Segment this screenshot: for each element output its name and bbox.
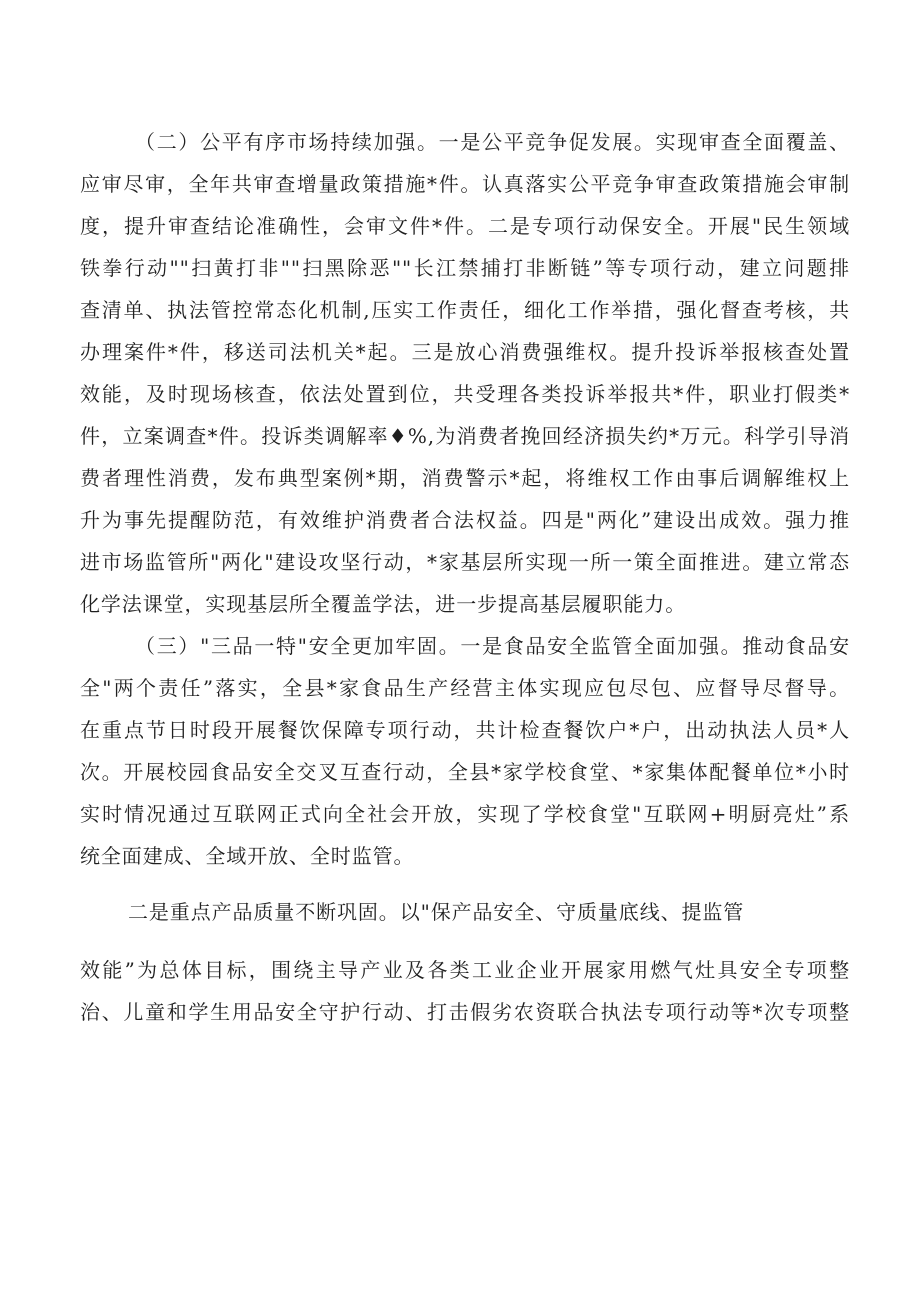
text-line: 效能，及时现场核查，依法处置到位，共受理各类投诉举报共*件，职业打假类* bbox=[80, 382, 850, 406]
text-line: （二）公平有序市场持续加强。一是公平竞争促发展。实现审查全面覆盖、 bbox=[135, 130, 850, 154]
text-line: 应审尽审，全年共审查增量政策措施*件。认真落实公平竞争审查政策措施会审制 bbox=[80, 172, 850, 196]
text-line: 进市场监管所"两化"建设攻坚行动，*家基层所实现一所一策全面推进。建立常态 bbox=[80, 550, 850, 574]
text-line: 统全面建成、全域开放、全时监管。 bbox=[80, 844, 415, 868]
text-line: 查清单、执法管控常态化机制,压实工作责任，细化工作举措，强化督查考核，共 bbox=[80, 298, 850, 322]
text-line: 实时情况通过互联网正式向全社会开放，实现了学校食堂"互联网+明厨亮灶”系 bbox=[80, 802, 850, 826]
text-line: 化学法课堂，实现基层所全覆盖学法，进一步提高基层履职能力。 bbox=[80, 592, 687, 616]
text-line: 治、儿童和学生用品安全守护行动、打击假劣农资联合执法专项行动等*次专项整 bbox=[80, 1000, 850, 1024]
text-line: 二是重点产品质量不断巩固。以"保产品安全、守质量底线、提监管 bbox=[128, 900, 745, 924]
text-line: 效能”为总体目标，围绕主导产业及各类工业企业开展家用燃气灶具安全专项整 bbox=[80, 958, 850, 982]
text-line: 升为事先提醒防范，有效维护消费者合法权益。四是"两化”建设出成效。强力推 bbox=[80, 508, 850, 532]
text-line: 费者理性消费，发布典型案例*期，消费警示*起，将维权工作由事后调解维权上 bbox=[80, 466, 850, 490]
text-line: 铁拳行动""扫黄打非""扫黑除恶""长江禁捕打非断链”等专项行动，建立问题排 bbox=[80, 256, 850, 280]
text-line: 全"两个责任”落实，全县*家食品生产经营主体实现应包尽包、应督导尽督导。 bbox=[80, 676, 850, 700]
text-line: 度，提升审查结论准确性，会审文件*件。二是专项行动保安全。开展"民生领域 bbox=[80, 214, 850, 238]
text-line: 件，立案调查*件。投诉类调解率♦%,为消费者挽回经济损失约*万元。科学引导消 bbox=[80, 424, 850, 448]
text-line: 次。开展校园食品安全交叉互查行动，全县*家学校食堂、*家集体配餐单位*小时 bbox=[80, 760, 850, 784]
text-line: （三）"三品一特"安全更加牢固。一是食品安全监管全面加强。推动食品安 bbox=[135, 634, 850, 658]
text-line: 在重点节日时段开展餐饮保障专项行动，共计检查餐饮户*户，出动执法人员*人 bbox=[80, 718, 850, 742]
text-line: 办理案件*件，移送司法机关*起。三是放心消费强维权。提升投诉举报核查处置 bbox=[80, 340, 850, 364]
